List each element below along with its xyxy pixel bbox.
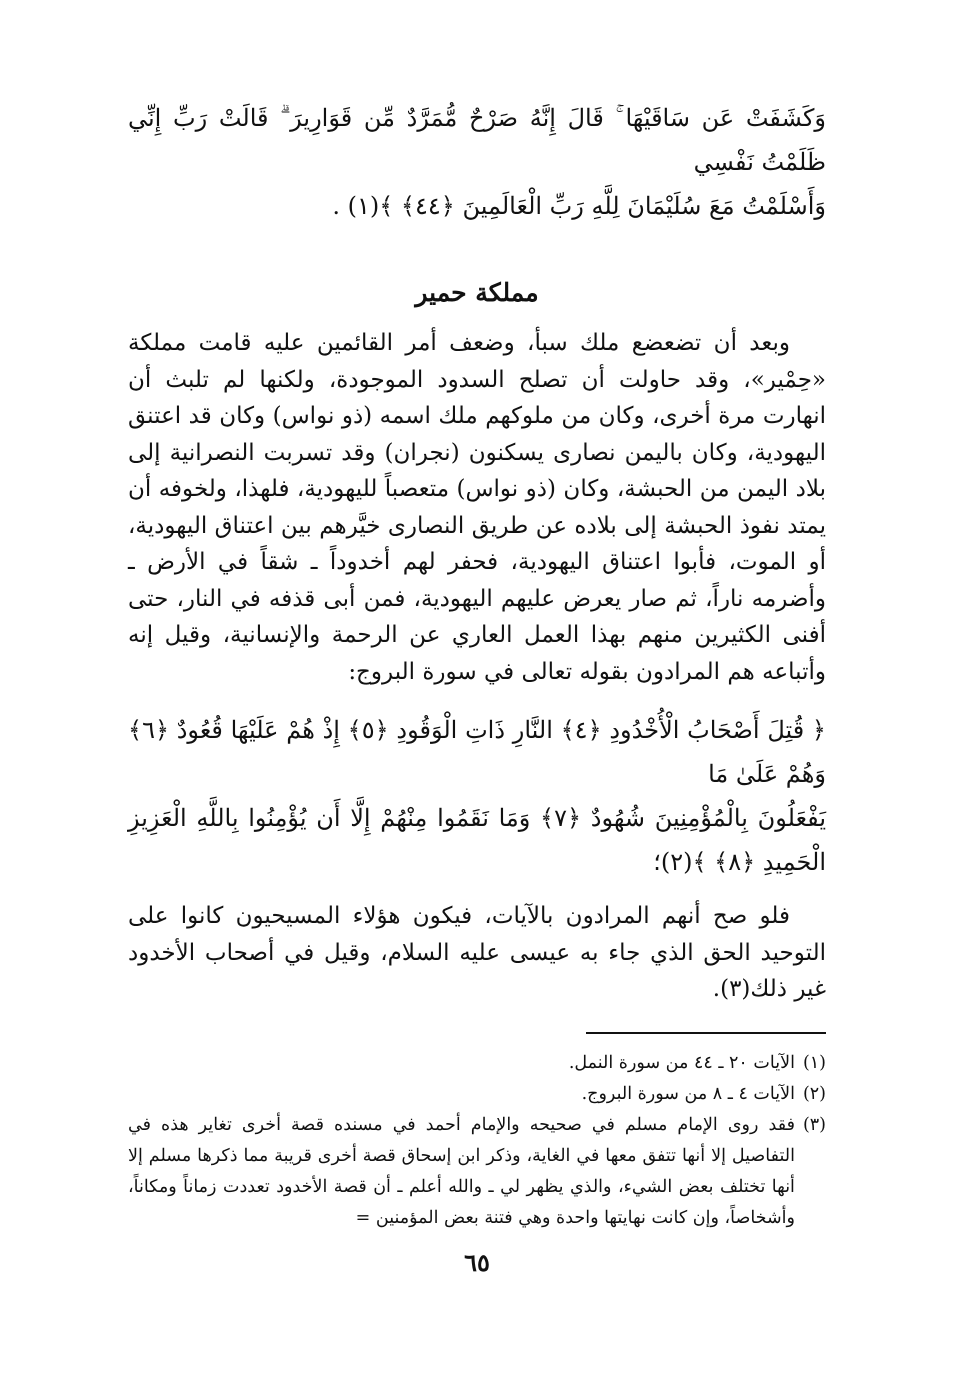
footnote-text: الآيات ٢٠ ـ ٤٤ من سورة النمل. — [568, 1052, 795, 1073]
footnote-number: (٢) — [802, 1083, 826, 1104]
footnote — [128, 1079, 826, 1110]
footnote-number: (٣) — [802, 1114, 826, 1135]
footnote-number: (١) — [802, 1052, 826, 1073]
footnote-text: فقد روى الإمام مسلم في صحيحه والإمام أحمد في مسنده قصة أخرى تغاير هذه في التفاصيل إلا أنها تتفق معها في الغاية، وذكر ابن إسحاق قصة أخرى قريبة مما ذكرها مسلم إلا أنها تختلف بعض الشيء، والذي يظهر لي ـ والله أعلم ـ أن قصة الأخدود تعددت زماناً ومكاناً، وأشخاصاً، وإن كانت نهايتها واحدة وهي فتنة بعض المؤمنين = — [128, 1114, 795, 1228]
quran-verse-top — [128, 96, 826, 228]
body-paragraph: فلو صح أنهم المرادون بالآيات، فيكون هؤلاء المسيحيون كانوا على التوحيد الحق الذي جاء به عيسى عليه السلام، وقيل في أصحاب الأخدود غير ذلك(٣). — [128, 903, 826, 1002]
footnote-text: الآيات ٤ ـ ٨ من سورة البروج. — [581, 1083, 795, 1104]
page-number: ٦٥ — [464, 1248, 490, 1277]
footnotes — [128, 1048, 826, 1234]
footnote-divider — [586, 1032, 826, 1034]
verse-line: ﴿ قُتِلَ أَصْحَابُ الْأُخْدُودِ ﴿٤﴾ النَّارِ ذَاتِ الْوَقُودِ ﴿٥﴾ إِذْ هُمْ عَلَيْهَا قُعُودٌ ﴿٦﴾ وَهُمْ عَلَىٰ مَا — [128, 716, 826, 788]
section-heading: مملكة حمير — [415, 278, 539, 307]
footnote — [128, 1110, 826, 1234]
verse-line: وَكَشَفَتْ عَن سَاقَيْهَا ۚ قَالَ إِنَّهُ صَرْحٌ مُّمَرَّدٌ مِّن قَوَارِيرَ ۗ قَالَتْ رَبِّ إِنِّي ظَلَمْتُ نَفْسِي — [128, 104, 826, 176]
body-paragraph: وبعد أن تضعضع ملك سبأ، وضعف أمر القائمين عليه قامت مملكة «حِمْير»، وقد حاولت أن تصلح السدود الموجودة، ولكنها لم تلبث أن انهارت مرة أخرى، وكان من ملوكهم ملك اسمه (ذو نواس) وكان قد اعتنق اليهودية، وكان باليمن نصارى يسكنون (نجران) وقد تسربت النصرانية إلى بلاد اليمن من الحبشة، وكان (ذو نواس) متعصباً لليهودية، فلهذا، ولخوفه أن يمتد نفوذ الحبشة إلى بلاده عن طريق النصارى خيَّرهم بين اعتناق اليهودية، أو الموت، فأبوا اعتناق اليهودية، فحفر لهم أخدوداً ـ شقاً في الأرض ـ وأضرمه ناراً، ثم صار يعرض عليهم اليهودية، فمن أبى قذفه في النار، حتى أفنى الكثيرين منهم بهذا العمل العاري عن الرحمة والإنسانية، وقيل إنه وأتباعه هم المرادون بقوله تعالى في سورة البروج: — [128, 330, 826, 685]
verse-line: وَأَسْلَمْتُ مَعَ سُلَيْمَانَ لِلَّهِ رَبِّ الْعَالَمِينَ ﴿٤٤﴾ ﴾(١) . — [332, 192, 826, 220]
footnote — [128, 1048, 826, 1079]
verse-line: يَفْعَلُونَ بِالْمُؤْمِنِينَ شُهُودٌ ﴿٧﴾ وَمَا نَقَمُوا مِنْهُمْ إِلَّا أَن يُؤْمِنُوا بِاللَّهِ الْعَزِيزِ الْحَمِيدِ ﴿٨﴾ ﴾(٢)؛ — [128, 804, 826, 876]
quran-verse-middle — [128, 708, 826, 884]
